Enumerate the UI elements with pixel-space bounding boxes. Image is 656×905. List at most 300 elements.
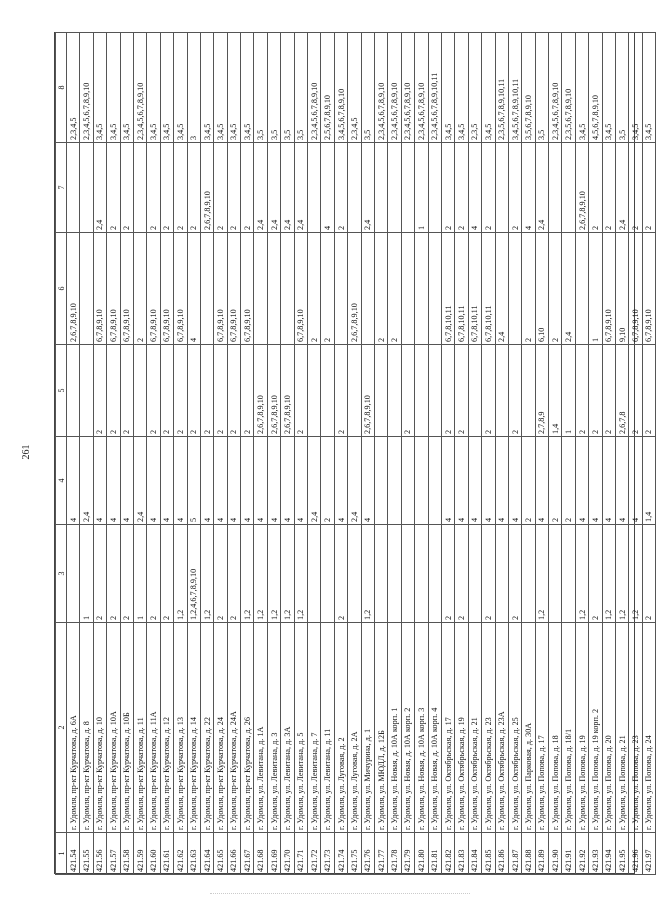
table-cell: 2: [133, 233, 146, 345]
table-cell: 4: [254, 437, 267, 525]
table-cell: 3,5: [535, 33, 548, 143]
table-cell: [468, 345, 481, 437]
table-cell: 2: [642, 525, 655, 623]
table-cell: 3,4,5,6,7,8,9,10,11: [508, 33, 521, 143]
table-cell: 5: [187, 437, 200, 525]
table-cell: 2: [388, 233, 401, 345]
table-cell: 2: [401, 345, 414, 437]
table-cell: 421.65: [214, 833, 227, 875]
table-row: [575, 33, 588, 875]
table-cell: 2: [441, 345, 454, 437]
table-cell: 2,4: [93, 143, 106, 233]
table-cell: г. Удомля, ул. Попова, д. 17: [535, 623, 548, 833]
table-cell: 1,2: [616, 525, 629, 623]
table-cell: г. Удомля, ул. Левитана, д. 1А: [254, 623, 267, 833]
table-cell: 4,5,6,7,8,9,10: [589, 33, 602, 143]
table-row: [241, 33, 254, 875]
table-cell: 3,4,5: [174, 33, 187, 143]
table-cell: 2: [187, 143, 200, 233]
table-cell: [361, 233, 374, 345]
table-cell: 2: [334, 143, 347, 233]
table-cell: 2: [508, 345, 521, 437]
table-cell: 2: [214, 143, 227, 233]
table-cell: 2: [441, 143, 454, 233]
table-cell: [80, 345, 93, 437]
table-cell: [281, 233, 294, 345]
table-cell: 2,6,7,8,9,10: [281, 345, 294, 437]
table-row: [455, 33, 468, 875]
table-cell: г. Удомля, ул. Левитана, д. 3: [267, 623, 280, 833]
table-row: [160, 33, 173, 875]
table-cell: [308, 143, 321, 233]
table-row: [348, 33, 361, 875]
table-cell: г. Удомля, ул. Новая, д. 10А корп. 1: [388, 623, 401, 833]
table-cell: 2,3,5,6,7,8,9,10: [562, 33, 575, 143]
table-cell: г. Удомля, ул. Попова, д. 20: [602, 623, 615, 833]
table-cell: 421.61: [160, 833, 173, 875]
table-cell: [67, 525, 80, 623]
table-cell: 4: [575, 437, 588, 525]
table-cell: 4: [200, 437, 213, 525]
table-cell: [562, 143, 575, 233]
table-cell: [348, 345, 361, 437]
table-cell: 3,5: [294, 33, 307, 143]
table-cell: 2: [241, 345, 254, 437]
table-cell: 421.75: [348, 833, 361, 875]
table-cell: [374, 143, 387, 233]
table-cell: 3,4,5: [629, 33, 642, 143]
table-cell: 421.79: [401, 833, 414, 875]
table-cell: 3,4,5,6,7,8,9,10: [334, 33, 347, 143]
table-cell: 2,6,7,8: [616, 345, 629, 437]
table-cell: 3,4,5: [160, 33, 173, 143]
table-cell: 421.83: [455, 833, 468, 875]
table-cell: г. Удомля, пр-кт Курчатова, д. 6А: [67, 623, 80, 833]
table-cell: г. Удомля, пр-кт Курчатова, д. 12: [160, 623, 173, 833]
table-cell: 421.97: [642, 833, 655, 875]
table-cell: 2,4: [616, 143, 629, 233]
data-table: [55, 32, 656, 875]
table-cell: [200, 233, 213, 345]
table-cell: 421.96: [629, 833, 642, 875]
table-cell: [401, 143, 414, 233]
table-cell: г. Удомля, пр-кт Курчатова, д. 24А: [227, 623, 240, 833]
table-cell: 1: [589, 233, 602, 345]
table-row: [415, 33, 428, 875]
table-cell: 4: [267, 437, 280, 525]
table-cell: 421.91: [562, 833, 575, 875]
table-cell: 2,4: [281, 143, 294, 233]
table-cell: 2,4: [254, 143, 267, 233]
table-cell: 3,4,5: [200, 33, 213, 143]
table-cell: [522, 345, 535, 437]
table-cell: 2,4: [294, 143, 307, 233]
table-cell: 3,5: [254, 33, 267, 143]
table-cell: 4: [187, 233, 200, 345]
table-cell: г. Удомля, ул. Попова, д. 23: [629, 623, 642, 833]
table-cell: 2: [441, 525, 454, 623]
table-cell: г. Удомля, пр-кт Курчатова, д. 8: [80, 623, 93, 833]
table-cell: [562, 525, 575, 623]
table-cell: 2: [575, 345, 588, 437]
table-cell: [67, 345, 80, 437]
table-cell: 2: [147, 143, 160, 233]
table-cell: 4: [602, 437, 615, 525]
table-cell: 2,3,4,5,6,7,8,9,10: [80, 33, 93, 143]
table-cell: 2: [93, 345, 106, 437]
table-cell: г. Удомля, ул. Новая, д. 10А корп. 3: [415, 623, 428, 833]
table-cell: 2: [174, 143, 187, 233]
table-cell: [321, 525, 334, 623]
table-cell: 2: [482, 525, 495, 623]
table-cell: 6,7,8,10,11: [482, 233, 495, 345]
table-cell: 4: [174, 437, 187, 525]
table-cell: 3,4,5: [107, 33, 120, 143]
table-cell: 4: [455, 437, 468, 525]
table-row: [441, 33, 454, 875]
table-cell: 6,7,8,9,10: [629, 233, 642, 345]
table-cell: [428, 437, 441, 525]
table-cell: 421.59: [133, 833, 146, 875]
table-cell: 2: [160, 345, 173, 437]
table-cell: 6,7,8,9,10: [227, 233, 240, 345]
table-cell: [428, 143, 441, 233]
table-cell: 2: [321, 233, 334, 345]
table-row: [642, 33, 655, 875]
table-cell: 421.82: [441, 833, 454, 875]
table-cell: 4: [67, 437, 80, 525]
table-cell: 421.78: [388, 833, 401, 875]
table-cell: 2: [160, 143, 173, 233]
table-row: [508, 33, 521, 875]
table-cell: 2: [549, 233, 562, 345]
table-cell: 2,6,7,8,9,10: [348, 233, 361, 345]
table-cell: 421.81: [428, 833, 441, 875]
table-cell: г. Удомля, ул. Октябрьская, д. 25: [508, 623, 521, 833]
table-cell: 3,4,5: [441, 33, 454, 143]
table-cell: 2,4: [133, 437, 146, 525]
table-row: [374, 33, 387, 875]
column-header: 4: [56, 437, 67, 525]
table-cell: 421.89: [535, 833, 548, 875]
table-cell: 1: [133, 525, 146, 623]
table-cell: г. Удомля, ул. Попова, д. 19 корп. 2: [589, 623, 602, 833]
table-cell: 3: [187, 33, 200, 143]
table-cell: 2: [522, 233, 535, 345]
table-cell: г. Удомля, ул. Левитана, д. 3А: [281, 623, 294, 833]
table-cell: [415, 525, 428, 623]
table-cell: 2,6,7,8,9,10: [267, 345, 280, 437]
table-cell: г. Удомля, пр-кт Курчатова, д. 13: [174, 623, 187, 833]
table-row: [281, 33, 294, 875]
table-cell: 2: [549, 437, 562, 525]
table-cell: [549, 525, 562, 623]
table-row: [388, 33, 401, 875]
table-cell: 2,4: [361, 143, 374, 233]
table-row: [549, 33, 562, 875]
header-row: [56, 33, 67, 875]
table-cell: 421.66: [227, 833, 240, 875]
table-cell: [415, 233, 428, 345]
table-cell: 6,7,8,9,10: [174, 233, 187, 345]
table-cell: 421.60: [147, 833, 160, 875]
table-row: [174, 33, 187, 875]
table-cell: [495, 345, 508, 437]
table-row: [334, 33, 347, 875]
table-cell: 2: [93, 525, 106, 623]
table-cell: [428, 233, 441, 345]
table-cell: [388, 525, 401, 623]
table-cell: 1: [562, 345, 575, 437]
table-cell: 2: [334, 345, 347, 437]
table-cell: 2: [227, 345, 240, 437]
table-cell: 421.57: [107, 833, 120, 875]
table-cell: 2,6,7,8,9,10: [361, 345, 374, 437]
table-cell: 1,2: [361, 525, 374, 623]
table-cell: 2: [589, 345, 602, 437]
table-cell: г. Удомля, ул. Октябрьская, д. 23А: [495, 623, 508, 833]
table-cell: г. Удомля, ул. Октябрьская, д. 23: [482, 623, 495, 833]
table-cell: г. Удомля, ул. Левитана, д. 5: [294, 623, 307, 833]
table-frame: [54, 32, 654, 874]
table-cell: г. Удомля, ул. Попова, д. 18/1: [562, 623, 575, 833]
table-cell: 2,6,7,8,9,10: [200, 143, 213, 233]
table-cell: [321, 345, 334, 437]
table-cell: 4: [160, 437, 173, 525]
table-row: [227, 33, 240, 875]
table-cell: 2: [508, 525, 521, 623]
table-cell: 3,4,5: [214, 33, 227, 143]
table-cell: 2,3,4,5,6,7,8,9,10,11: [428, 33, 441, 143]
table-cell: [80, 143, 93, 233]
table-cell: 4: [468, 437, 481, 525]
table-cell: 2: [602, 345, 615, 437]
table-cell: 2: [522, 437, 535, 525]
table-cell: [522, 525, 535, 623]
table-cell: 6,7,8,9,10: [241, 233, 254, 345]
table-cell: 6,7,8,9,10: [214, 233, 227, 345]
table-cell: 421.92: [575, 833, 588, 875]
table-cell: 2: [160, 525, 173, 623]
table-cell: 2,3,5: [468, 33, 481, 143]
table-row: [522, 33, 535, 875]
table-cell: 421.69: [267, 833, 280, 875]
table-cell: г. Удомля, ул. Новая, д. 10А корп. 2: [401, 623, 414, 833]
table-cell: 2: [214, 345, 227, 437]
table-cell: 4: [589, 437, 602, 525]
table-row: [200, 33, 213, 875]
table-cell: 2,4: [308, 437, 321, 525]
column-header: 5: [56, 345, 67, 437]
table-cell: [388, 345, 401, 437]
table-cell: 3,4,5: [455, 33, 468, 143]
table-cell: 421.94: [602, 833, 615, 875]
table-cell: 2,6,7,8,9,10: [254, 345, 267, 437]
table-cell: г. Удомля, ул. Левитана, д. 7: [308, 623, 321, 833]
table-cell: 2: [107, 345, 120, 437]
table-row: [562, 33, 575, 875]
table-cell: 4: [334, 437, 347, 525]
table-cell: 1,2: [629, 525, 642, 623]
table-cell: 421.58: [120, 833, 133, 875]
table-cell: 2: [200, 345, 213, 437]
table-cell: 421.68: [254, 833, 267, 875]
table-cell: 421.62: [174, 833, 187, 875]
table-row: [107, 33, 120, 875]
table-cell: 4: [522, 143, 535, 233]
table-cell: [308, 345, 321, 437]
table-cell: 421.93: [589, 833, 602, 875]
table-cell: 4: [321, 143, 334, 233]
table-cell: 2: [602, 143, 615, 233]
table-cell: 2: [294, 345, 307, 437]
table-cell: [401, 525, 414, 623]
table-cell: [428, 525, 441, 623]
table-cell: 3,4,5: [241, 33, 254, 143]
table-cell: г. Удомля, пр-кт Курчатова, д. 22: [200, 623, 213, 833]
table-cell: 2,6,7,8,9,10: [575, 143, 588, 233]
column-header: 8: [56, 33, 67, 143]
table-row: [133, 33, 146, 875]
table-row: [187, 33, 200, 875]
table-cell: 421.55: [80, 833, 93, 875]
table-cell: 3,4,5: [227, 33, 240, 143]
table-cell: 2: [308, 233, 321, 345]
table-cell: 421.95: [616, 833, 629, 875]
table-cell: 6,7,8,10,11: [455, 233, 468, 345]
table-cell: 2,3,4,5,6,7,8,9,10: [374, 33, 387, 143]
table-cell: 2: [174, 345, 187, 437]
table-row: [482, 33, 495, 875]
table-cell: 2,3,5,6,7,8,9,10,11: [495, 33, 508, 143]
table-row: [308, 33, 321, 875]
table-cell: 421.84: [468, 833, 481, 875]
table-cell: 2: [374, 233, 387, 345]
table-cell: 2: [629, 143, 642, 233]
table-cell: 2,5,6,7,8,9,10: [321, 33, 334, 143]
table-cell: 6,10: [535, 233, 548, 345]
table-cell: 1,4: [642, 437, 655, 525]
table-cell: [80, 233, 93, 345]
table-cell: [374, 345, 387, 437]
table-cell: [549, 143, 562, 233]
table-cell: 1,2: [241, 525, 254, 623]
table-cell: г. Удомля, пр-кт Курчатова, д. 26: [241, 623, 254, 833]
table-cell: 2,3,4,5,6,7,8,9,10: [401, 33, 414, 143]
table-cell: 1,2: [267, 525, 280, 623]
table-cell: 1: [415, 143, 428, 233]
table-cell: 421.88: [522, 833, 535, 875]
table-cell: г. Удомля, пр-кт Курчатова, д. 10: [93, 623, 106, 833]
table-cell: 421.70: [281, 833, 294, 875]
table-cell: 1,2: [174, 525, 187, 623]
table-cell: [468, 525, 481, 623]
table-cell: 2: [241, 143, 254, 233]
table-cell: г. Удомля, пр-кт Курчатова, д. 10Б: [120, 623, 133, 833]
table-cell: 3,4,5: [93, 33, 106, 143]
table-cell: 3,5: [281, 33, 294, 143]
table-cell: [374, 437, 387, 525]
table-cell: 6,7,8,9,10: [160, 233, 173, 345]
table-cell: 2,3,4,5: [67, 33, 80, 143]
column-header: 3: [56, 525, 67, 623]
table-cell: 2: [334, 525, 347, 623]
table-cell: 6,7,8,9,10: [602, 233, 615, 345]
table-cell: 6,7,8,9,10: [294, 233, 307, 345]
table-cell: 421.76: [361, 833, 374, 875]
table-row: [629, 33, 642, 875]
table-cell: 421.73: [321, 833, 334, 875]
table-cell: 2: [120, 345, 133, 437]
table-cell: 421.72: [308, 833, 321, 875]
table-row: [80, 33, 93, 875]
table-cell: 6,7,8,9,10: [120, 233, 133, 345]
table-cell: 421.87: [508, 833, 521, 875]
table-cell: 6,7,8,9,10: [93, 233, 106, 345]
table-cell: 421.86: [495, 833, 508, 875]
table-cell: 2: [107, 143, 120, 233]
table-cell: 2: [321, 437, 334, 525]
table-cell: 4: [120, 437, 133, 525]
table-cell: г. Удомля, ул. Левитана, д. 11: [321, 623, 334, 833]
column-header: 7: [56, 143, 67, 233]
table-cell: [401, 233, 414, 345]
table-cell: 2,3,4,5,6,7,8,9,10: [308, 33, 321, 143]
table-cell: 1,4: [549, 345, 562, 437]
table-cell: 2: [147, 345, 160, 437]
table-row: [468, 33, 481, 875]
table-cell: г. Удомля, ул. Парковая, д. 30А: [522, 623, 535, 833]
table-cell: 421.63: [187, 833, 200, 875]
table-cell: 2: [187, 345, 200, 437]
scan-artifact: [210, 893, 470, 898]
table-cell: 2,4: [348, 437, 361, 525]
table-cell: 6,7,8,10,11: [468, 233, 481, 345]
table-cell: 6,7,8,9,10: [107, 233, 120, 345]
table-cell: 4: [107, 437, 120, 525]
table-cell: 2,4: [535, 143, 548, 233]
table-row: [93, 33, 106, 875]
rotated-table-container: [55, 33, 654, 875]
table-cell: г. Удомля, ул. Октябрьская, д. 21: [468, 623, 481, 833]
table-cell: 4: [294, 437, 307, 525]
table-cell: 1,2: [200, 525, 213, 623]
table-cell: г. Удомля, ул. Новая, д. 10А корп. 4: [428, 623, 441, 833]
table-cell: [508, 233, 521, 345]
table-cell: 2: [455, 143, 468, 233]
table-cell: г. Удомля, ул. Попова, д. 18: [549, 623, 562, 833]
table-row: [294, 33, 307, 875]
table-row: [214, 33, 227, 875]
table-cell: 3,5: [267, 33, 280, 143]
table-cell: 4: [535, 437, 548, 525]
table-cell: 1,2: [602, 525, 615, 623]
table-cell: [428, 345, 441, 437]
table-cell: г. Удомля, ул. Попова, д. 19: [575, 623, 588, 833]
table-cell: 421.77: [374, 833, 387, 875]
table-cell: 6,7,8,10,11: [441, 233, 454, 345]
table-cell: г. Удомля, ул. Мичурина, д. 1: [361, 623, 374, 833]
table-row: [535, 33, 548, 875]
table-row: [401, 33, 414, 875]
table-row: [602, 33, 615, 875]
table-cell: 421.67: [241, 833, 254, 875]
table-cell: [67, 143, 80, 233]
table-cell: [401, 437, 414, 525]
table-row: [254, 33, 267, 875]
table-cell: г. Удомля, ул. Октябрьская, д. 19: [455, 623, 468, 833]
table-row: [495, 33, 508, 875]
